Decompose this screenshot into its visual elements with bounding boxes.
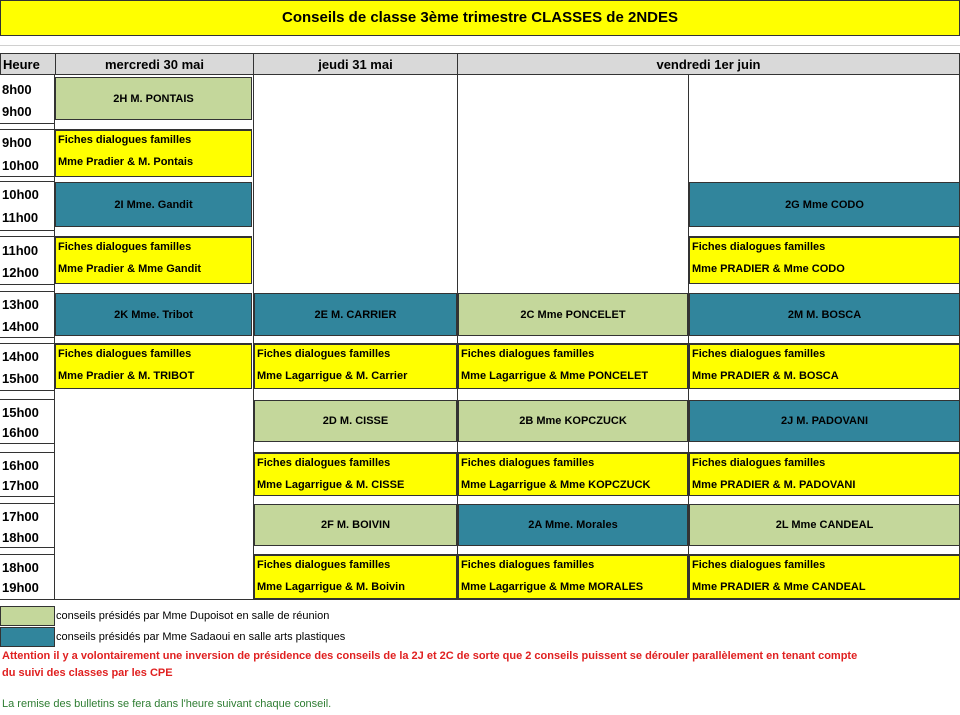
fiche-block [254,554,457,599]
fiche-block [55,343,252,389]
fiche-participants: Mme Lagarrigue & M. CISSE [257,479,405,491]
header-heure: Heure [0,53,56,75]
row-separator [0,230,55,237]
hour-label: 18h00 [0,557,55,578]
conseil-label: 2A Mme. Morales [528,519,618,531]
row-separator [0,337,55,344]
grid-line [0,45,960,46]
conseil-block [254,293,457,336]
fiche-block [458,343,688,389]
conseil-label: 2K Mme. Tribot [114,308,193,321]
hour-label: 10h00 [0,155,55,176]
row-separator [0,123,55,130]
header-friday: vendredi 1er juin [457,53,960,75]
hour-label: 18h00 [0,527,55,548]
conseil-label: 2M M. BOSCA [787,308,862,321]
fiche-title: Fiches dialogues familles [461,457,595,469]
hour-label: 17h00 [0,506,55,527]
page-title: Conseils de classe 3ème trimestre CLASSES de 2NDES [0,0,960,36]
legend-swatch-teal [0,627,55,647]
fiche-title: Fiches dialogues familles [692,457,826,469]
fiche-block [55,129,252,177]
hour-label: 11h00 [0,240,55,261]
hour-label: 17h00 [0,475,55,496]
hour-label: 13h00 [0,294,55,315]
conseil-label: 2I Mme. Gandit [114,198,193,211]
fiche-title: Fiches dialogues familles [58,348,192,360]
fiche-block [689,343,960,389]
conseil-block [689,182,960,227]
fiche-title: Fiches dialogues familles [257,348,391,360]
conseil-block [55,77,252,120]
conseil-block [689,504,960,546]
fiche-participants: Mme Lagarrigue & M. Boivin [257,581,405,593]
conseil-block [458,504,688,546]
fiche-block [458,452,688,496]
fiche-participants: Mme Pradier & M. TRIBOT [58,370,195,382]
row-separator [0,284,55,292]
fiche-title: Fiches dialogues familles [692,348,826,360]
fiche-title: Fiches dialogues familles [58,241,192,253]
fiche-title: Fiches dialogues familles [692,559,826,571]
header-wednesday: mercredi 30 mai [55,53,254,75]
fiche-participants: Mme PRADIER & M. PADOVANI [692,479,856,491]
conseil-block [689,293,960,336]
table-bottom-border [0,599,960,600]
row-separator [0,496,55,504]
conseil-label: 2D M. CISSE [322,415,389,427]
fiche-title: Fiches dialogues familles [257,457,391,469]
conseil-label: 2H M. PONTAIS [113,92,194,105]
row-separator [0,547,55,555]
conseil-label: 2J M. PADOVANI [781,415,868,427]
fiche-block [254,343,457,389]
warning-note-line2: du suivi des classes par les CPE [2,667,173,679]
fiche-participants: Mme PRADIER & M. BOSCA [692,370,839,382]
row-separator [0,176,55,182]
bulletin-note: La remise des bulletins se fera dans l'heure suivant chaque conseil. [2,698,332,710]
fiche-participants: Mme Lagarrigue & Mme PONCELET [461,370,649,382]
hour-label: 9h00 [0,101,55,122]
conseil-label: 2F M. BOIVIN [320,519,391,531]
conseil-block [55,182,252,227]
fiche-block [458,554,688,599]
fiche-block [689,236,960,284]
conseil-block [458,293,688,336]
header-thursday: jeudi 31 mai [253,53,458,75]
fiche-participants: Mme PRADIER & Mme CODO [692,263,845,275]
hour-label: 19h00 [0,577,55,598]
fiche-participants: Mme Pradier & Mme Gandit [58,263,202,275]
legend-green-text: conseils présidés par Mme Dupoisot en salle de réunion [56,610,330,622]
hour-label: 16h00 [0,455,55,476]
hour-label: 16h00 [0,422,55,443]
fiche-participants: Mme Lagarrigue & Mme KOPCZUCK [461,479,651,491]
hour-label: 15h00 [0,402,55,423]
fiche-title: Fiches dialogues familles [58,134,192,146]
conseil-block [55,293,252,336]
fiche-block [689,554,960,599]
fiche-title: Fiches dialogues familles [461,348,595,360]
fiche-title: Fiches dialogues familles [461,559,595,571]
row-separator [0,390,55,400]
fiche-participants: Mme Lagarrigue & M. Carrier [257,370,408,382]
fiche-title: Fiches dialogues familles [692,241,826,253]
warning-note-line1: Attention il y a volontairement une inversion de présidence des conseils de la 2J et 2C de sorte que 2 conseils puissent se dérouler parallèlement en tenant compte [2,650,858,662]
hour-label: 12h00 [0,262,55,283]
conseil-block [254,400,457,442]
hour-label: 14h00 [0,346,55,367]
conseil-label: 2E M. CARRIER [314,308,397,321]
conseil-label: 2B Mme KOPCZUCK [519,415,627,427]
fiche-block [254,452,457,496]
hour-label: 11h00 [0,207,55,228]
conseil-label: 2L Mme CANDEAL [775,519,874,531]
conseil-block [689,400,960,442]
hour-label: 9h00 [0,132,55,153]
fiche-participants: Mme PRADIER & Mme CANDEAL [692,581,866,593]
hour-label: 14h00 [0,316,55,337]
fiche-title: Fiches dialogues familles [257,559,391,571]
hour-label: 8h00 [0,79,55,100]
fiche-block [689,452,960,496]
hour-label: 15h00 [0,368,55,389]
fiche-block [55,236,252,284]
fiche-participants: Mme Pradier & M. Pontais [58,156,194,168]
conseil-label: 2C Mme PONCELET [520,308,626,321]
hour-label: 10h00 [0,184,55,205]
row-separator [0,443,55,453]
conseil-block [254,504,457,546]
legend-teal-text: conseils présidés par Mme Sadaoui en salle arts plastiques [56,631,346,643]
legend-swatch-green [0,606,55,626]
conseil-block [458,400,688,442]
conseil-label: 2G Mme CODO [785,198,864,211]
fiche-participants: Mme Lagarrigue & Mme MORALES [461,581,644,593]
